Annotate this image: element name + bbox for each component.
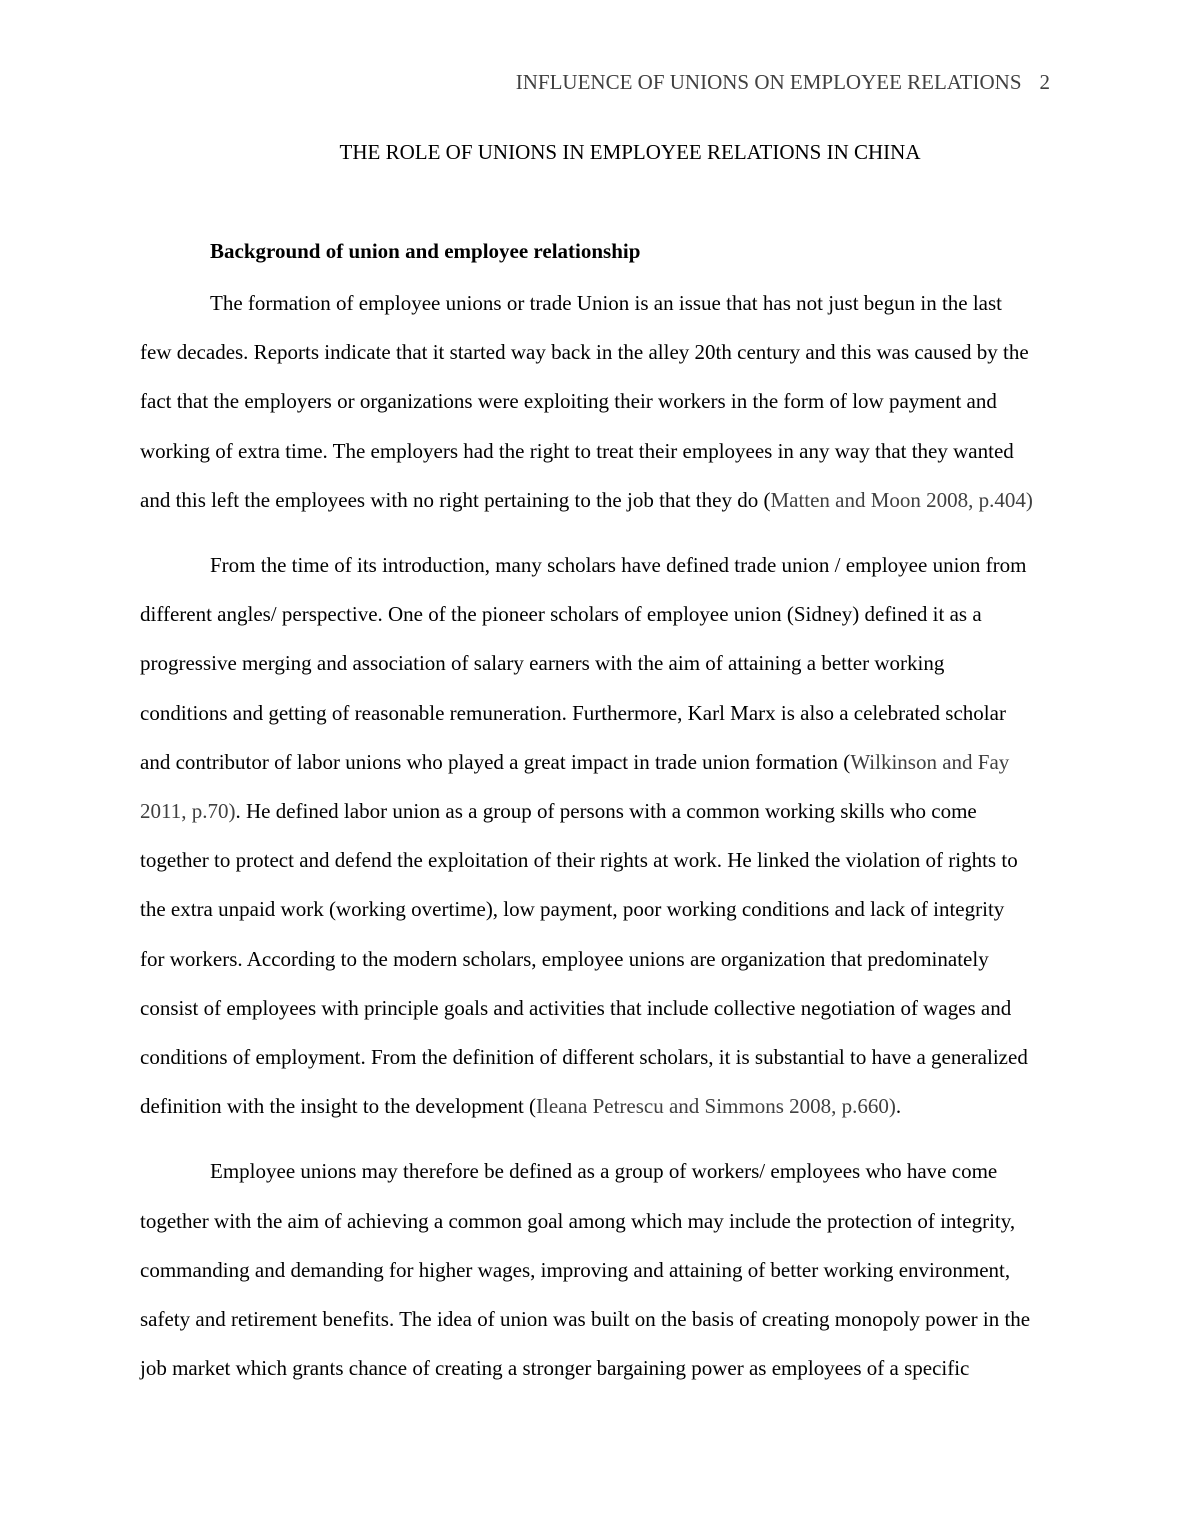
text-line bbox=[140, 787, 1050, 836]
citation: 2011, p.70) bbox=[140, 799, 236, 824]
section-heading: Background of union and employee relationship bbox=[210, 239, 641, 263]
text-line: fact that the employers or organizations were exploiting their workers in the form of low payment and bbox=[140, 389, 997, 414]
text-line bbox=[140, 738, 1050, 787]
paragraph-2 bbox=[140, 541, 1050, 1131]
text-line: working of extra time. The employers had the right to treat their employees in any way that they wanted bbox=[140, 438, 1014, 463]
text-segment: . bbox=[895, 1094, 902, 1119]
paragraph-1 bbox=[140, 279, 1050, 525]
text-segment: definition with the insight to the development ( bbox=[140, 1094, 537, 1119]
text-segment: . He defined labor union as a group of persons with a common working skills who come bbox=[235, 799, 977, 824]
text-line: few decades. Reports indicate that it started way back in the alley 20th century and this was caused by the bbox=[140, 340, 1029, 365]
text-line: different angles/ perspective. One of the pioneer scholars of employee union (Sidney) defined it as a bbox=[140, 602, 982, 627]
text-line: consist of employees with principle goals and activities that include collective negotiation of wages and bbox=[140, 995, 1012, 1020]
text-line: safety and retirement benefits. The idea of union was built on the basis of creating monopoly power in the bbox=[140, 1307, 1031, 1332]
text-line: the extra unpaid work (working overtime), low payment, poor working conditions and lack of integrity bbox=[140, 897, 1005, 922]
running-title: INFLUENCE OF UNIONS ON EMPLOYEE RELATIONS bbox=[515, 70, 1022, 94]
text-line bbox=[140, 476, 1050, 525]
text-line bbox=[140, 1082, 1050, 1131]
text-segment: and contributor of labor unions who played a great impact in trade union formation ( bbox=[140, 749, 851, 774]
text-line: From the time of its introduction, many scholars have defined trade union / employee union from bbox=[210, 553, 1027, 578]
text-line: progressive merging and association of salary earners with the aim of attaining a better working bbox=[140, 651, 945, 676]
paragraph-3 bbox=[140, 1147, 1050, 1393]
text-line: The formation of employee unions or trade Union is an issue that has not just begun in the last bbox=[210, 291, 1003, 315]
citation: Matten and Moon 2008, p.404) bbox=[770, 487, 1033, 512]
text-segment: and this left the employees with no right pertaining to the job that they do ( bbox=[140, 487, 771, 512]
page-number: 2 bbox=[1039, 70, 1050, 94]
text-line: together to protect and defend the exploitation of their rights at work. He linked the violation of rights to bbox=[140, 848, 1018, 873]
text-line: together with the aim of achieving a common goal among which may include the protection of integrity, bbox=[140, 1208, 1016, 1233]
text-line: for workers. According to the modern scholars, employee unions are organization that predominately bbox=[140, 946, 989, 971]
document-title: THE ROLE OF UNIONS IN EMPLOYEE RELATIONS IN CHINA bbox=[339, 140, 921, 164]
text-line: job market which grants chance of creating a stronger bargaining power as employees of a specific bbox=[140, 1356, 970, 1381]
text-line: conditions and getting of reasonable remuneration. Furthermore, Karl Marx is also a celebrated scholar bbox=[140, 700, 1006, 725]
text-line: conditions of employment. From the definition of different scholars, it is substantial to have a generalized bbox=[140, 1045, 1028, 1070]
text-line: Employee unions may therefore be defined as a group of workers/ employees who have come bbox=[210, 1159, 998, 1184]
document-body bbox=[140, 237, 1050, 1409]
running-header bbox=[516, 70, 1050, 95]
text-line: commanding and demanding for higher wages, improving and attaining of better working environment, bbox=[140, 1257, 1011, 1282]
citation: Wilkinson and Fay bbox=[850, 749, 1010, 774]
citation: Ileana Petrescu and Simmons 2008, p.660) bbox=[536, 1094, 896, 1119]
